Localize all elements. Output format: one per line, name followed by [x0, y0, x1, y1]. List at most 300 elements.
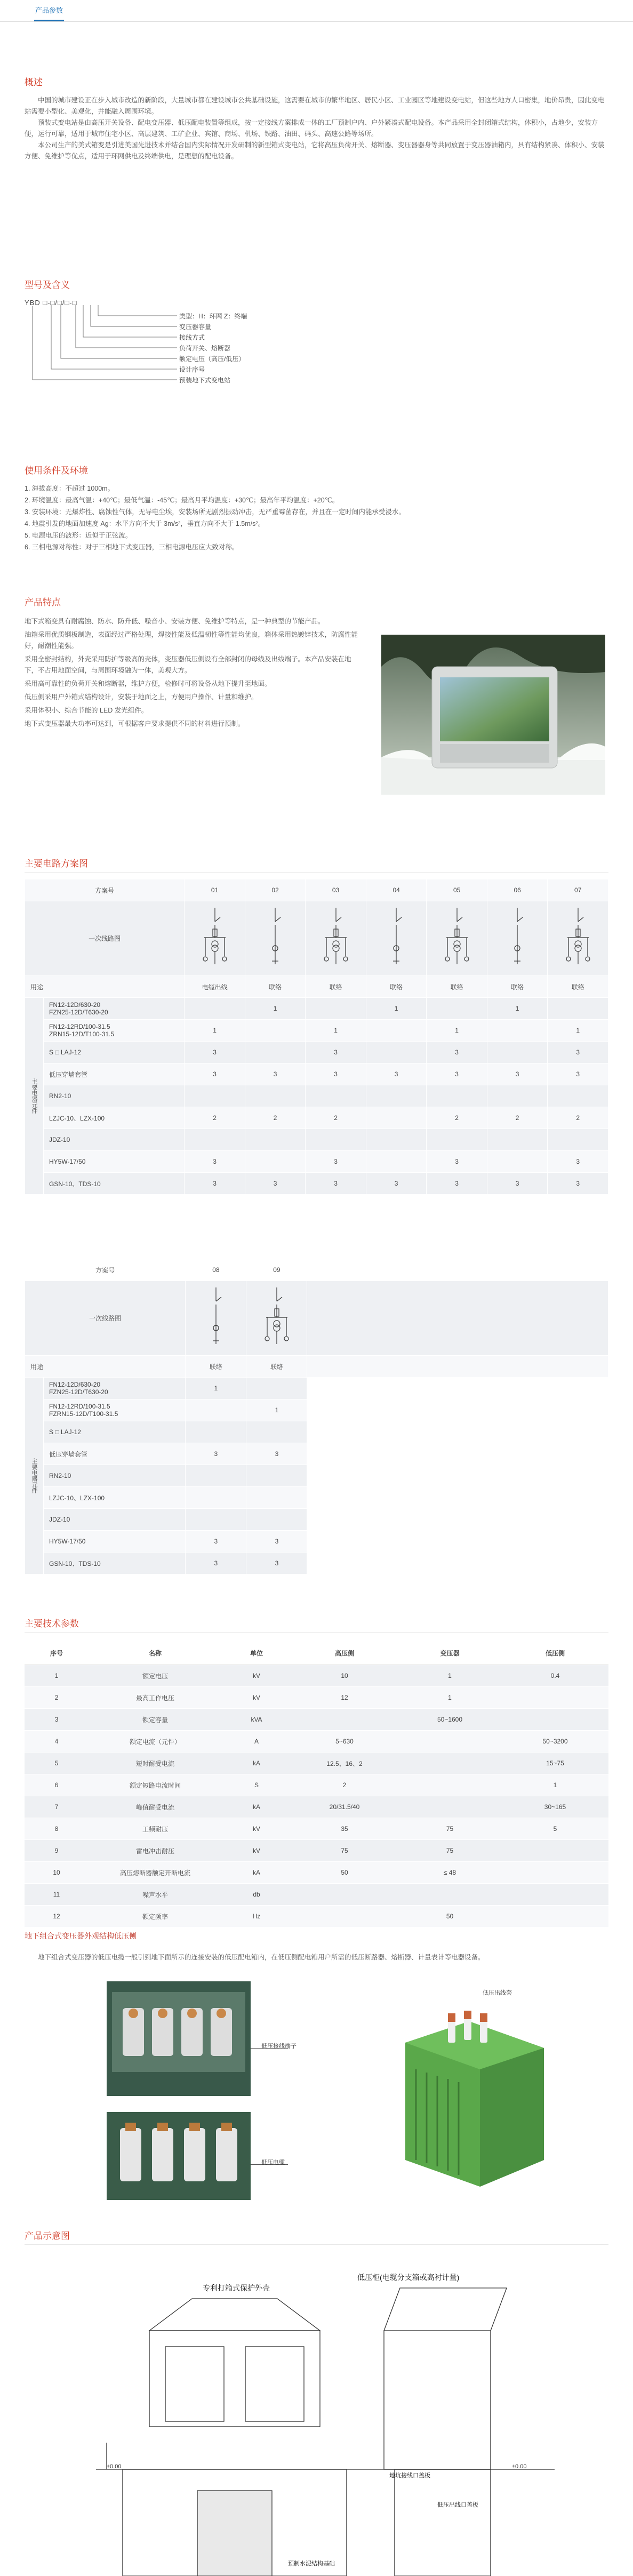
- component-qty: 3: [185, 1173, 245, 1195]
- component-name: JDZ-10: [44, 1129, 185, 1151]
- usage-label: 用途: [25, 976, 185, 998]
- product-photo: [381, 635, 605, 795]
- component-name: FN12-12D/630-20 FZN25-12D/T630-20: [44, 1378, 186, 1399]
- tech-cell: 8: [25, 1818, 89, 1840]
- overview-p1: 中国的城市建设正在步入城市改造的新阶段，大量城市都在建设城市公共基础设施，这需要在城市的繁华地区、居民小区、工业园区等地建设变电站，但这些地方人口密集，地价昂贵，因此变电站需要小型化、美观化，并能融入周围环境。: [25, 97, 605, 115]
- scheme-table-1: [25, 879, 608, 1195]
- tech-cell: [502, 1862, 608, 1884]
- tech-cell: 50: [291, 1862, 398, 1884]
- component-qty: [427, 1129, 487, 1151]
- component-qty: 2: [427, 1107, 487, 1129]
- single-line-diagram: [427, 901, 487, 976]
- component-qty: 3: [246, 1443, 307, 1465]
- component-qty: [246, 1378, 307, 1399]
- tech-row: [25, 1884, 608, 1906]
- model-code: YBD □-□/□/□-□: [25, 299, 77, 307]
- diagram-row-label: 一次线路图: [25, 1281, 186, 1356]
- component-qty: [186, 1465, 246, 1487]
- component-qty: [548, 998, 608, 1020]
- component-qty: [245, 1042, 306, 1063]
- condition-item: 4. 地震引发的地面加速度 Ag：水平方向不大于 3m/s²，垂直方向不大于 1.5m/s²。: [25, 520, 265, 527]
- tech-cell: 高压熔断器额定开断电流: [89, 1862, 222, 1884]
- component-name: FN12-12D/630-20 FZN25-12D/T630-20: [44, 998, 185, 1020]
- component-qty: 3: [245, 1173, 306, 1195]
- component-name: 低压穿墙套管: [44, 1443, 186, 1465]
- tech-cell: 10: [25, 1862, 89, 1884]
- tech-cell: [398, 1774, 502, 1796]
- single-line-diagram: [487, 901, 548, 976]
- tech-cell: 50~1600: [398, 1709, 502, 1731]
- tech-row: [25, 1796, 608, 1818]
- component-row: [25, 998, 608, 1020]
- label-left: 专利打箱式保护外壳: [203, 2284, 270, 2292]
- tech-cell: 30~165: [502, 1796, 608, 1818]
- model-label-wiring: 接线方式: [179, 334, 205, 341]
- component-row: [25, 1531, 608, 1553]
- tech-row: [25, 1774, 608, 1796]
- condition-item: 5. 电源电压的波形：近似于正弦波。: [25, 532, 132, 539]
- component-side-label: 主要电器元件: [25, 1378, 44, 1574]
- model-label-design: 设计序号: [179, 366, 205, 373]
- usage-cell: 联络: [245, 976, 306, 998]
- scheme-col: 09: [246, 1259, 307, 1281]
- component-qty: 1: [487, 998, 548, 1020]
- component-qty: 1: [366, 998, 427, 1020]
- tech-cell: [398, 1884, 502, 1906]
- component-qty: 3: [487, 1173, 548, 1195]
- component-qty: [245, 1085, 306, 1107]
- component-row: [25, 1487, 608, 1509]
- usage-cell: 联络: [306, 976, 366, 998]
- diagram-row-label: 一次线路图: [25, 901, 185, 976]
- feature-item: 地下式箱变具有耐腐蚀、防水、防升低、噪音小、安装方便、免维护等特点，是一种典型的节能产品。: [25, 618, 325, 625]
- feature-item: 油箱采用优质钢板制造，表面经过严格处理，焊接性能及低温韧性等性能均优良，箱体采用热镀锌技术，防腐性能好，耐潮性能强。: [25, 631, 358, 650]
- tech-header: 高压侧: [291, 1641, 398, 1665]
- scheme-component-rows: [25, 1378, 608, 1574]
- tech-cell: kA: [222, 1862, 291, 1884]
- component-qty: [366, 1020, 427, 1042]
- tech-cell: [398, 1731, 502, 1753]
- component-name: HY5W-17/50: [44, 1151, 185, 1173]
- tech-cell: 20/31.5/40: [291, 1796, 398, 1818]
- tech-cell: [398, 1796, 502, 1818]
- component-qty: 3: [246, 1553, 307, 1574]
- usage-cell: 联络: [186, 1356, 246, 1378]
- tech-cell: 10: [291, 1665, 398, 1687]
- callout-lv-terminal: 低压接线端子: [261, 2043, 297, 2050]
- component-qty: [427, 998, 487, 1020]
- conditions-title: 使用条件及环境: [25, 466, 88, 476]
- component-qty: 1: [185, 1020, 245, 1042]
- component-qty: 3: [306, 1151, 366, 1173]
- lowbox-title: 地下组合式变压器外观结构低压侧: [25, 1932, 137, 1940]
- usage-cell: 联络: [487, 976, 548, 998]
- component-qty: 2: [487, 1107, 548, 1129]
- component-qty: 1: [246, 1399, 307, 1421]
- tech-row: [25, 1731, 608, 1753]
- overview-p2: 预装式变电站是由高压开关设备、配电变压器、低压配电装置等组成，按一定接线方案排成一体的工厂预制户内、户外紧凑式配电设备。本产品采用全封闭箱式结构，体积小，占地少，安装方便，运行可靠，适用于城市住宅小区、高层建筑、工矿企业、宾馆、商场、机场、铁路、油田、码头、高速公路等场所。: [25, 119, 598, 138]
- divider: [25, 2244, 608, 2245]
- tech-cell: 5: [25, 1753, 89, 1774]
- component-qty: [306, 1129, 366, 1151]
- usage-cell: 联络: [246, 1356, 307, 1378]
- tech-cell: kVA: [222, 1709, 291, 1731]
- tech-header: 低压侧: [502, 1641, 608, 1665]
- tech-cell: 75: [398, 1818, 502, 1840]
- tech-cell: 1: [398, 1665, 502, 1687]
- single-line-svg: [259, 906, 291, 970]
- component-qty: [186, 1421, 246, 1443]
- condition-item: 1. 海拔高度：不超过 1000m。: [25, 485, 115, 492]
- tech-cell: 2: [25, 1687, 89, 1709]
- model-label-type: 类型：H：环网 Z：终端: [179, 313, 247, 320]
- component-side-label: 主要电器元件: [25, 998, 44, 1195]
- component-qty: [306, 998, 366, 1020]
- tech-header: 变压器: [398, 1641, 502, 1665]
- tech-cell: kV: [222, 1687, 291, 1709]
- tech-cell: [502, 1884, 608, 1906]
- scheme-table-2: [25, 1259, 608, 1574]
- usage-cell: 联络: [366, 976, 427, 998]
- component-qty: [548, 1129, 608, 1151]
- single-line-diagram: [306, 901, 366, 976]
- component-qty: 3: [366, 1173, 427, 1195]
- tech-cell: 15~75: [502, 1753, 608, 1774]
- component-qty: 3: [185, 1042, 245, 1063]
- overview-title: 概述: [25, 77, 43, 87]
- scheme-col: 06: [487, 879, 548, 901]
- component-qty: 1: [306, 1020, 366, 1042]
- component-row: [25, 1465, 608, 1487]
- component-name: GSN-10、TDS-10: [44, 1553, 186, 1574]
- tech-cell: Hz: [222, 1906, 291, 1927]
- tech-cell: A: [222, 1731, 291, 1753]
- callout-lv-cable: 低压电缆: [261, 2159, 285, 2166]
- single-line-svg: [441, 906, 473, 970]
- component-qty: 3: [185, 1151, 245, 1173]
- tech-cell: [502, 1906, 608, 1927]
- component-qty: [185, 998, 245, 1020]
- component-row: [25, 1421, 608, 1443]
- usage-cell: 联络: [548, 976, 608, 998]
- component-row: [25, 1553, 608, 1574]
- model-leader-lines: [25, 299, 185, 395]
- tech-cell: 额定频率: [89, 1906, 222, 1927]
- component-qty: 1: [186, 1378, 246, 1399]
- lv-cable-photo: [107, 2112, 251, 2200]
- scheme-col: 04: [366, 879, 427, 901]
- component-qty: 3: [548, 1151, 608, 1173]
- tech-cell: 7: [25, 1796, 89, 1818]
- scheme-header-label: 方案号: [25, 879, 185, 901]
- component-qty: [427, 1085, 487, 1107]
- component-row: [25, 1173, 608, 1195]
- component-qty: [246, 1465, 307, 1487]
- component-row: [25, 1378, 608, 1399]
- tech-cell: kA: [222, 1753, 291, 1774]
- overview-text: [25, 95, 608, 162]
- component-qty: 3: [366, 1063, 427, 1085]
- tab-product-params[interactable]: 产品参数: [34, 0, 64, 21]
- tech-row: [25, 1862, 608, 1884]
- component-qty: 3: [246, 1531, 307, 1553]
- component-qty: 3: [548, 1042, 608, 1063]
- component-qty: [185, 1129, 245, 1151]
- component-qty: 3: [427, 1063, 487, 1085]
- tech-cell: 50: [398, 1906, 502, 1927]
- single-line-svg: [199, 906, 231, 970]
- component-qty: 3: [186, 1531, 246, 1553]
- component-qty: [487, 1151, 548, 1173]
- tech-cell: 工频耐压: [89, 1818, 222, 1840]
- tech-row: [25, 1818, 608, 1840]
- tech-cell: 噪声水平: [89, 1884, 222, 1906]
- feature-item: 采用高可靠性的负荷开关和熔断器，维护方便，检修时可将设备从地下提升至地面。: [25, 680, 271, 687]
- component-name: LZJC-10、LZX-100: [44, 1487, 186, 1509]
- single-line-diagram: [366, 901, 427, 976]
- label-foundation: 预制水泥结构基础: [288, 2561, 335, 2567]
- usage-label: 用途: [25, 1356, 186, 1378]
- tech-cell: 1: [502, 1774, 608, 1796]
- component-row: [25, 1085, 608, 1107]
- tech-row: [25, 1687, 608, 1709]
- level-mark-right: ±0.00: [512, 2463, 527, 2470]
- single-line-svg: [200, 1285, 232, 1349]
- component-row: [25, 1042, 608, 1063]
- tech-cell: 75: [398, 1840, 502, 1862]
- component-qty: 3: [427, 1042, 487, 1063]
- tech-cell: 1: [398, 1687, 502, 1709]
- tech-row: [25, 1906, 608, 1927]
- model-label-product: 预装地下式变电站: [179, 377, 231, 384]
- scheme-header-label: 方案号: [25, 1259, 186, 1281]
- tech-cell: db: [222, 1884, 291, 1906]
- feature-item: 地下式变压器最大功率可达到，可根据客户要求提供不同的材料进行预制。: [25, 720, 245, 727]
- tech-cell: ≤ 48: [398, 1862, 502, 1884]
- component-qty: 3: [186, 1553, 246, 1574]
- scheme-col: 02: [245, 879, 306, 901]
- tech-cell: [502, 1709, 608, 1731]
- model-label-voltage: 额定电压（高压/低压）: [179, 355, 245, 363]
- component-name: S □ LAJ-12: [44, 1421, 186, 1443]
- model-title: 型号及含义: [25, 280, 70, 290]
- scheme-title: 主要电路方案图: [25, 859, 88, 869]
- component-row: [25, 1151, 608, 1173]
- tech-title: 主要技术参数: [25, 1619, 79, 1629]
- tech-cell: [398, 1753, 502, 1774]
- tech-cell: 2: [291, 1774, 398, 1796]
- component-row: [25, 1020, 608, 1042]
- tech-row: [25, 1709, 608, 1731]
- component-qty: 3: [548, 1063, 608, 1085]
- tech-cell: 额定容量: [89, 1709, 222, 1731]
- tech-cell: kV: [222, 1818, 291, 1840]
- model-label-capacity: 变压器容量: [179, 323, 212, 331]
- tech-cell: 50~3200: [502, 1731, 608, 1753]
- component-qty: 3: [427, 1173, 487, 1195]
- tech-rows: [25, 1665, 608, 1927]
- scheme-col: 05: [427, 879, 487, 901]
- divider: [25, 872, 608, 873]
- component-qty: 3: [306, 1173, 366, 1195]
- component-qty: 2: [548, 1107, 608, 1129]
- component-qty: [245, 1020, 306, 1042]
- single-line-svg: [562, 906, 594, 970]
- condition-item: 2. 环境温度：最高气温：+40℃；最低气温：-45℃；最高月平均温度：+30℃；最高年平均温度：+20℃。: [25, 497, 339, 504]
- component-row: [25, 1129, 608, 1151]
- tab-bar: [0, 0, 633, 22]
- tech-cell: 12: [291, 1687, 398, 1709]
- lowbox-desc-text: 地下组合式变压器的低压电缆一般引到地下面所示的连接安装的低压配电箱内，在低压侧配电箱用户所需的低压断路器、熔断器、计量表计等电器设备。: [38, 1954, 485, 1961]
- component-qty: [487, 1042, 548, 1063]
- tech-cell: 最高工作电压: [89, 1687, 222, 1709]
- label-lv-cover: 低压出线口盖板: [437, 2502, 478, 2508]
- usage-cell: 电缆出线: [185, 976, 245, 998]
- tech-row: [25, 1840, 608, 1862]
- level-mark-left: ±0.00: [107, 2463, 122, 2470]
- component-qty: [306, 1085, 366, 1107]
- tech-cell: 5~630: [291, 1731, 398, 1753]
- component-qty: [366, 1085, 427, 1107]
- tech-table: [25, 1641, 608, 1927]
- scheme-col: 03: [306, 879, 366, 901]
- component-qty: [548, 1085, 608, 1107]
- tech-cell: [502, 1687, 608, 1709]
- tech-cell: 75: [291, 1840, 398, 1862]
- component-qty: [366, 1151, 427, 1173]
- component-name: FN12-12RD/100-31.5 FZRN15-12D/T100-31.5: [44, 1399, 186, 1421]
- tech-cell: 4: [25, 1731, 89, 1753]
- lv-terminal-photo: [107, 1981, 251, 2096]
- component-qty: [487, 1020, 548, 1042]
- component-qty: [246, 1509, 307, 1531]
- tech-cell: S: [222, 1774, 291, 1796]
- usage-cell: 联络: [427, 976, 487, 998]
- single-line-diagram: [548, 901, 608, 976]
- component-name: RN2-10: [44, 1085, 185, 1107]
- tech-cell: [291, 1709, 398, 1731]
- component-name: S □ LAJ-12: [44, 1042, 185, 1063]
- component-qty: [246, 1421, 307, 1443]
- condition-item: 3. 安装环境：无爆炸性、腐蚀性气体，无导电尘埃，安装场所无剧烈振动冲击，无严重霉菌存在，并且在一定时间内能承受浸水。: [25, 508, 405, 516]
- component-qty: [487, 1085, 548, 1107]
- component-qty: 2: [245, 1107, 306, 1129]
- tech-cell: [502, 1840, 608, 1862]
- component-name: RN2-10: [44, 1465, 186, 1487]
- tech-header: 名称: [89, 1641, 222, 1665]
- component-qty: 3: [245, 1063, 306, 1085]
- component-qty: [186, 1487, 246, 1509]
- component-name: HY5W-17/50: [44, 1531, 186, 1553]
- component-qty: [487, 1129, 548, 1151]
- tech-header: 序号: [25, 1641, 89, 1665]
- component-qty: 3: [306, 1042, 366, 1063]
- model-diagram: [25, 299, 302, 395]
- tech-cell: 短时耐受电流: [89, 1753, 222, 1774]
- feature-item: 采用全密封结构，外壳采用防护等级高的壳体，变压器低压侧设有全部封闭的母线及出线端子。本产品安装在地下，不占用地面空间，与周围环境融为一体，美观大方。: [25, 655, 351, 674]
- single-line-diagram: [246, 1281, 307, 1356]
- tech-cell: 额定电流（元件）: [89, 1731, 222, 1753]
- tech-cell: [291, 1906, 398, 1927]
- single-line-svg: [261, 1285, 293, 1349]
- transformer-render: [373, 1989, 565, 2192]
- product-schematic: [85, 2267, 565, 2576]
- tech-cell: 6: [25, 1774, 89, 1796]
- single-line-svg: [501, 906, 533, 970]
- single-line-svg: [320, 906, 352, 970]
- component-row: [25, 1107, 608, 1129]
- component-qty: [245, 1151, 306, 1173]
- tech-cell: 12: [25, 1906, 89, 1927]
- single-line-svg: [380, 906, 412, 970]
- feature-item: 低压侧采用户外箱式结构设计，安装于地面之上，方便用户操作、计量和维护。: [25, 693, 258, 701]
- callout-lv-outlet: 低压出线套: [483, 1990, 512, 1996]
- tech-cell: 1: [25, 1665, 89, 1687]
- divider: [25, 1632, 608, 1633]
- component-name: FN12-12RD/100-31.5 ZRN15-12D/T100-31.5: [44, 1020, 185, 1042]
- component-qty: [245, 1129, 306, 1151]
- tech-cell: 3: [25, 1709, 89, 1731]
- component-qty: [366, 1129, 427, 1151]
- component-row: [25, 1443, 608, 1465]
- tech-cell: 5: [502, 1818, 608, 1840]
- scheme-col: 07: [548, 879, 608, 901]
- component-qty: [186, 1399, 246, 1421]
- tech-header: 单位: [222, 1641, 291, 1665]
- single-line-diagram: [186, 1281, 246, 1356]
- label-pit-cover: 地坑接线口盖板: [389, 2473, 430, 2479]
- component-name: JDZ-10: [44, 1509, 186, 1531]
- tech-cell: 0.4: [502, 1665, 608, 1687]
- feature-item: 采用体积小、综合节能的 LED 发光组件。: [25, 707, 148, 714]
- features-list: [25, 616, 360, 732]
- model-label-switch: 负荷开关、熔断器: [179, 345, 231, 352]
- tech-row: [25, 1753, 608, 1774]
- component-qty: 3: [427, 1151, 487, 1173]
- component-qty: 1: [427, 1020, 487, 1042]
- component-qty: 3: [185, 1063, 245, 1085]
- tech-cell: 35: [291, 1818, 398, 1840]
- tech-cell: 12.5、16、2: [291, 1753, 398, 1774]
- lowbox-desc: [25, 1952, 608, 1963]
- component-qty: 2: [185, 1107, 245, 1129]
- component-qty: 3: [306, 1063, 366, 1085]
- single-line-diagram: [185, 901, 245, 976]
- tech-cell: 9: [25, 1840, 89, 1862]
- component-qty: 2: [306, 1107, 366, 1129]
- features-title: 产品特点: [25, 597, 61, 607]
- component-name: 低压穿墙套管: [44, 1063, 185, 1085]
- component-name: LZJC-10、LZX-100: [44, 1107, 185, 1129]
- component-name: GSN-10、TDS-10: [44, 1173, 185, 1195]
- conditions-list: [25, 483, 608, 553]
- overview-p3: 本公司生产的美式箱变是引进美国先进技术并结合国内实际情况开发研制的新型箱式变电站，它将高压负荷开关、熔断器、变压器器身等共同放置于变压器油箱内，具有结构紧凑、体积小、安装方便、免维护等优点，适用于环网供电及终端供电，是理想的配电设备。: [25, 141, 605, 160]
- component-qty: [186, 1509, 246, 1531]
- component-qty: 3: [548, 1173, 608, 1195]
- component-qty: 1: [548, 1020, 608, 1042]
- component-row: [25, 1399, 608, 1421]
- component-qty: [366, 1042, 427, 1063]
- scheme-col: 08: [186, 1259, 246, 1281]
- tech-cell: kA: [222, 1796, 291, 1818]
- tech-cell: kV: [222, 1840, 291, 1862]
- single-line-diagram: [245, 901, 306, 976]
- component-qty: 3: [487, 1063, 548, 1085]
- tech-cell: 11: [25, 1884, 89, 1906]
- tech-cell: kV: [222, 1665, 291, 1687]
- scheme-component-rows: [25, 998, 608, 1195]
- diagram-title: 产品示意图: [25, 2231, 70, 2241]
